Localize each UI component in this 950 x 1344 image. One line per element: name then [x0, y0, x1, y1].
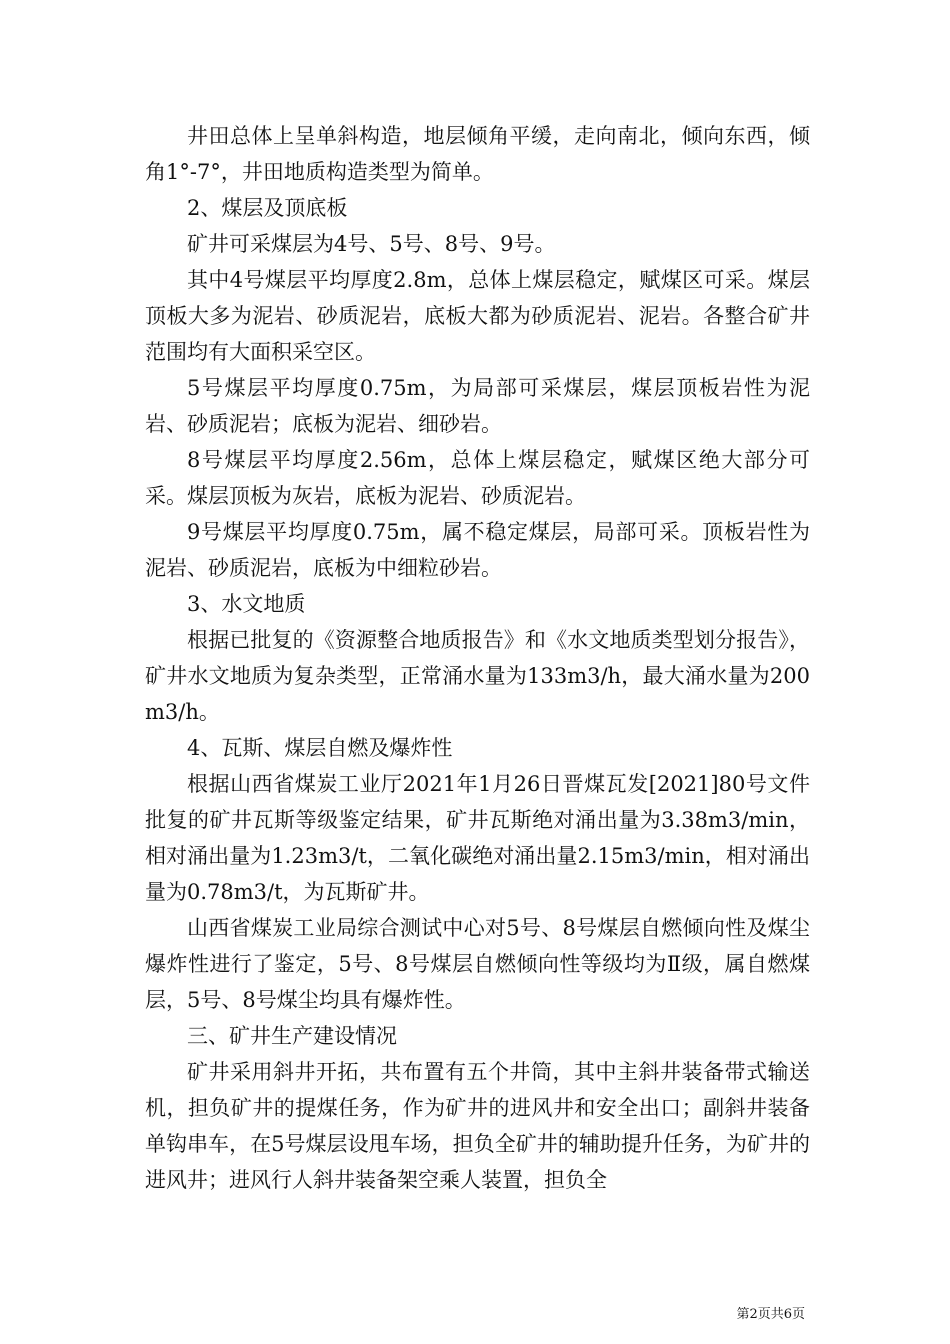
- heading-coal-seams: 2、煤层及顶底板: [187, 196, 348, 220]
- paragraph-minable-seams: 矿井可采煤层为4号、5号、8号、9号。: [187, 232, 556, 256]
- document-body: [145, 118, 810, 1198]
- page-number-footer: 第2页共6页: [736, 1307, 805, 1322]
- paragraph-gas-level: 根据山西省煤炭工业厅2021年1月26日晋煤瓦发[2021]80号文件批复的矿井瓦斯等级鉴定结果，矿井瓦斯绝对涌出量为3.38m3/min，相对涌出量为1.23m3/t，二氧化碳绝对涌出量2.15m3/min，相对涌出量为0.78m3/t，为瓦斯矿井。: [145, 772, 810, 904]
- paragraph-geological-structure: 井田总体上呈单斜构造，地层倾角平缓，走向南北，倾向东西，倾角1°-7°，井田地质构造类型为简单。: [145, 124, 810, 184]
- paragraph-seam-5: 5号煤层平均厚度0.75m，为局部可采煤层，煤层顶板岩性为泥岩、砂质泥岩；底板为泥岩、细砂岩。: [145, 376, 810, 436]
- paragraph-seam-9: 9号煤层平均厚度0.75m，属不稳定煤层，局部可采。顶板岩性为泥岩、砂质泥岩，底板为中细粒砂岩。: [145, 520, 810, 580]
- heading-gas-combustion: 4、瓦斯、煤层自燃及爆炸性: [187, 736, 453, 760]
- heading-production-status: 三、矿井生产建设情况: [187, 1024, 397, 1048]
- paragraph-development: 矿井采用斜井开拓，共布置有五个井筒，其中主斜井装备带式输送机，担负矿井的提煤任务，作为矿井的进风井和安全出口；副斜井装备单钩串车，在5号煤层设甩车场，担负全矿井的辅助提升任务，为矿井的进风井；进风行人斜井装备架空乘人装置，担负全: [145, 1060, 810, 1192]
- paragraph-seam-4: 其中4号煤层平均厚度2.8m，总体上煤层稳定，赋煤区可采。煤层顶板大多为泥岩、砂质泥岩，底板大都为砂质泥岩、泥岩。各整合矿井范围均有大面积采空区。: [145, 268, 810, 364]
- paragraph-combustion-test: 山西省煤炭工业局综合测试中心对5号、8号煤层自燃倾向性及煤尘爆炸性进行了鉴定，5号、8号煤层自燃倾向性等级均为Ⅱ级，属自燃煤层，5号、8号煤尘均具有爆炸性。: [145, 916, 810, 1012]
- heading-hydrogeology: 3、水文地质: [187, 592, 306, 616]
- paragraph-seam-8: 8号煤层平均厚度2.56m，总体上煤层稳定，赋煤区绝大部分可采。煤层顶板为灰岩，底板为泥岩、砂质泥岩。: [145, 448, 810, 508]
- paragraph-hydrogeology: 根据已批复的《资源整合地质报告》和《水文地质类型划分报告》，矿井水文地质为复杂类型，正常涌水量为133m3/h，最大涌水量为200m3/h。: [145, 628, 810, 724]
